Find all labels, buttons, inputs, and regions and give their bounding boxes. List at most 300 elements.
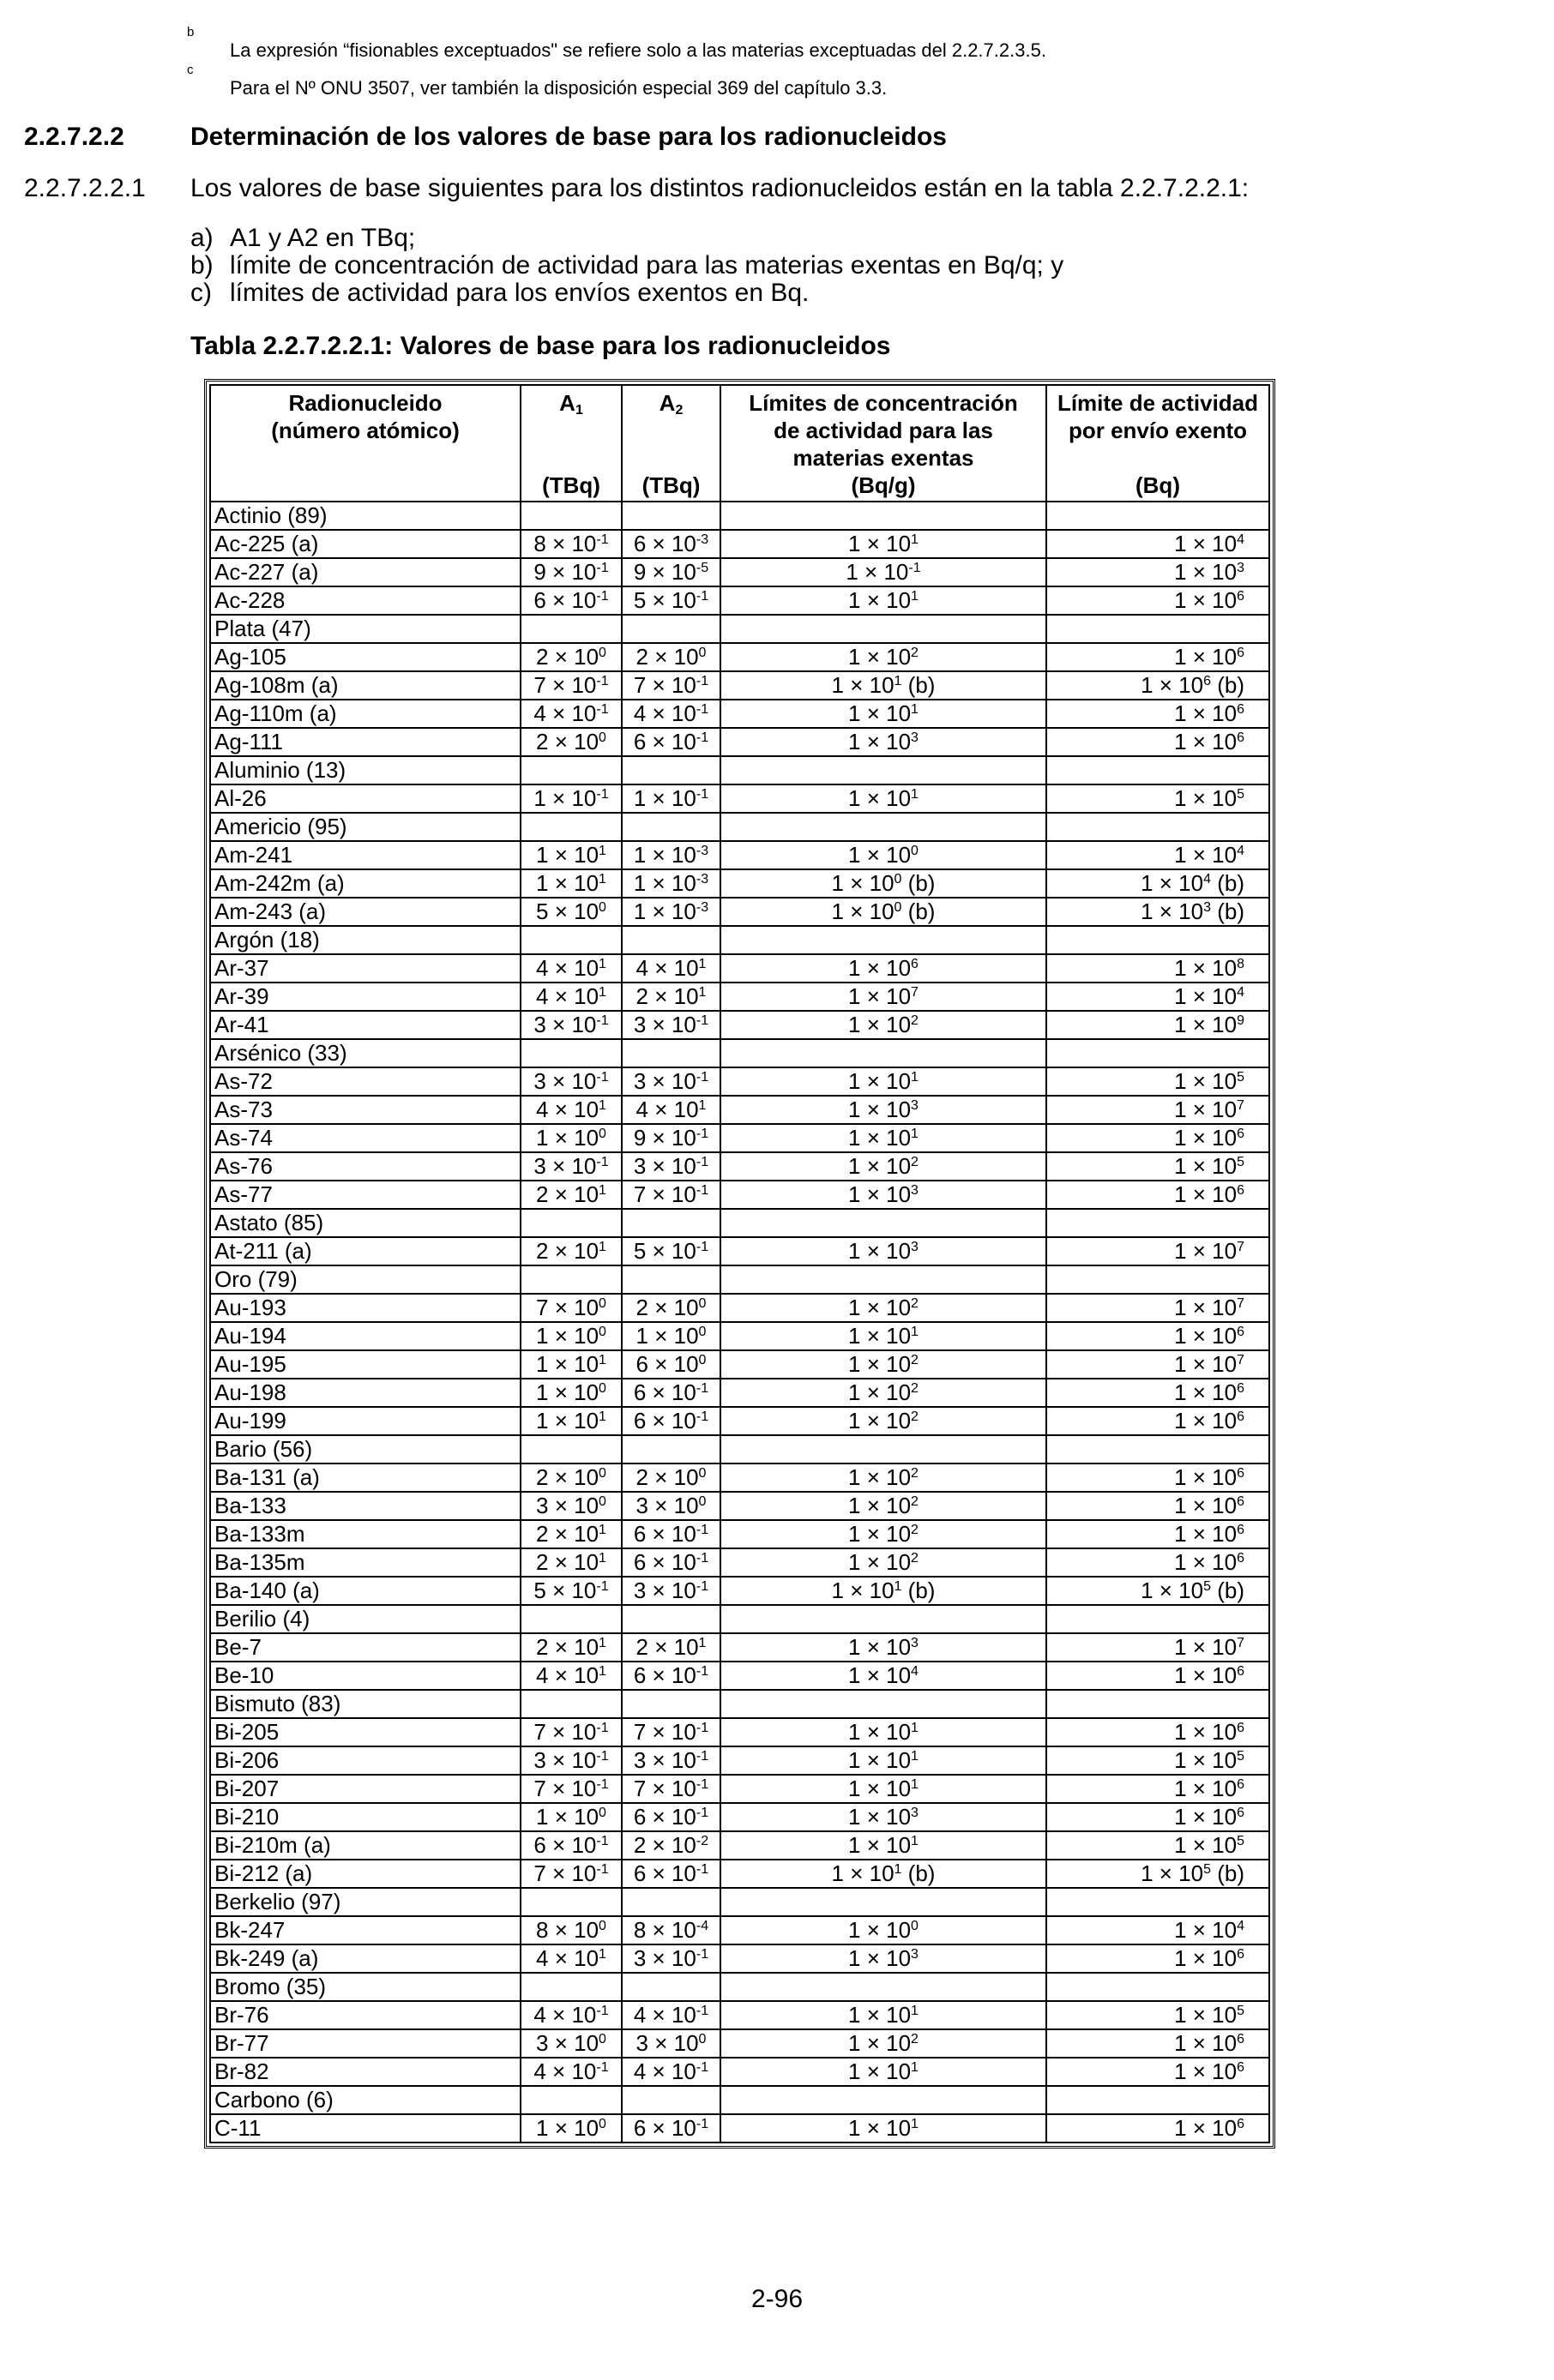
table-row (210, 1944, 1269, 1973)
value-base: 2 × 10 (536, 1634, 599, 1660)
value-exponent: 6 (1237, 1494, 1244, 1509)
a1-cell (521, 1152, 622, 1181)
value-base: 1 × 10 (1174, 1776, 1238, 1801)
a1-cell (521, 1605, 622, 1633)
a1-cell (521, 898, 622, 926)
value-exponent: 6 (1237, 1551, 1244, 1566)
activity-limit-cell (1046, 1690, 1269, 1718)
a2-cell (622, 841, 720, 869)
value-base: 9 × 10 (533, 559, 597, 585)
nuclide-cell: As-72 (210, 1067, 521, 1096)
value-exponent: 0 (599, 1127, 606, 1141)
value-exponent: -1 (696, 1579, 709, 1594)
value-base: 1 × 10 (848, 983, 912, 1009)
a2-cell (622, 1718, 720, 1746)
a1-cell (521, 1011, 622, 1039)
value-base: 1 × 10 (848, 2030, 912, 2056)
activity-limit-cell (1046, 1435, 1269, 1463)
value-base: 1 × 10 (848, 1351, 912, 1377)
value-exponent: 6 (1237, 1381, 1244, 1396)
concentration-limit-cell (720, 841, 1046, 869)
a1-cell (521, 1831, 622, 1860)
value-base: 3 × 10 (633, 1068, 696, 1094)
a2-cell (622, 1775, 720, 1803)
value-base: 1 × 10 (846, 559, 909, 585)
table-row (210, 1181, 1269, 1209)
value-exponent: 2 (911, 1381, 919, 1396)
a1-cell (521, 1746, 622, 1775)
nuclide-cell: Ag-108m (a) (210, 671, 521, 700)
table-row (210, 530, 1269, 558)
value-exponent: 1 (599, 1240, 606, 1254)
value-exponent: 1 (599, 844, 606, 858)
activity-limit-cell (1046, 615, 1269, 643)
value-note: (b) (1211, 1860, 1244, 1886)
value-base: 1 × 10 (1174, 1295, 1238, 1320)
concentration-limit-cell (720, 1803, 1046, 1831)
activity-limit-cell (1046, 1775, 1269, 1803)
nuclide-cell: Au-193 (210, 1294, 521, 1322)
activity-limit-cell (1046, 1803, 1269, 1831)
a1-cell (521, 756, 622, 784)
activity-limit-cell (1046, 1860, 1269, 1888)
nuclide-cell: Bi-212 (a) (210, 1860, 521, 1888)
table-row (210, 1322, 1269, 1350)
nuclide-cell: Ba-131 (a) (210, 1463, 521, 1492)
value-exponent: -1 (696, 787, 709, 802)
concentration-limit-cell (720, 1096, 1046, 1124)
value-base: 7 × 10 (536, 1295, 599, 1320)
value-base: 4 × 10 (536, 1662, 599, 1688)
a2-cell (622, 1011, 720, 1039)
value-base: 1 × 10 (1174, 785, 1238, 811)
value-base: 1 × 10 (848, 1012, 912, 1037)
value-exponent: 2 (911, 1353, 919, 1367)
activity-limit-cell (1046, 2001, 1269, 2029)
nuclide-cell: Au-195 (210, 1350, 521, 1379)
table-row (210, 1520, 1269, 1548)
nuclide-cell: Br-76 (210, 2001, 521, 2029)
value-base: 1 × 10 (633, 899, 696, 924)
value-exponent: 6 (1237, 589, 1244, 604)
concentration-limit-cell (720, 700, 1046, 728)
a1-cell (521, 1096, 622, 1124)
concentration-limit-cell (720, 1152, 1046, 1181)
value-base: 1 × 10 (848, 2115, 912, 2141)
nuclide-cell: At-211 (a) (210, 1237, 521, 1265)
value-exponent: 9 (1237, 1013, 1244, 1028)
page-number: 2-96 (750, 2285, 804, 2313)
value-note: (b) (1211, 899, 1244, 924)
value-exponent: 6 (1237, 1664, 1244, 1679)
value-base: 4 × 10 (536, 1945, 599, 1971)
concentration-limit-cell (720, 1463, 1046, 1492)
value-exponent: 6 (911, 957, 919, 971)
a2-cell (622, 1407, 720, 1435)
activity-limit-cell (1046, 1746, 1269, 1775)
value-base: 1 × 10 (1174, 1012, 1238, 1037)
value-base: 1 × 10 (848, 1238, 912, 1264)
value-base: 1 × 10 (848, 2002, 912, 2028)
value-base: 1 × 10 (1174, 1521, 1238, 1547)
a2-cell (622, 983, 720, 1011)
value-exponent: 2 (911, 1494, 919, 1509)
value-base: 5 × 10 (533, 1578, 597, 1603)
activity-limit-cell (1046, 1944, 1269, 1973)
value-base: 1 × 10 (848, 1323, 912, 1349)
a1-cell (521, 1294, 622, 1322)
value-exponent: 5 (1237, 1155, 1244, 1169)
concentration-limit-cell (720, 1209, 1046, 1237)
value-exponent: 2 (911, 1155, 919, 1169)
value-exponent: -1 (596, 1579, 609, 1594)
activity-limit-cell (1046, 1039, 1269, 1067)
a1-cell (521, 1548, 622, 1577)
value-base: 8 × 10 (633, 1917, 696, 1943)
activity-limit-cell (1046, 700, 1269, 728)
value-exponent: -1 (696, 1155, 709, 1169)
value-exponent: -3 (696, 872, 709, 886)
value-exponent: -1 (696, 1806, 709, 1820)
value-base: 1 × 10 (848, 1747, 912, 1773)
value-base: 6 × 10 (533, 587, 597, 613)
value-exponent: 4 (1203, 872, 1211, 886)
value-exponent: 1 (911, 1721, 919, 1735)
value-base: 1 × 10 (536, 1804, 599, 1830)
element-group-cell: Oro (79) (210, 1265, 521, 1294)
table-group-row (210, 1435, 1269, 1463)
table-group-row (210, 1888, 1269, 1916)
concentration-limit-cell (720, 1265, 1046, 1294)
value-note: (b) (901, 1578, 936, 1603)
activity-limit-cell (1046, 1124, 1269, 1152)
a2-cell (622, 1237, 720, 1265)
concentration-limit-cell (720, 1718, 1046, 1746)
activity-limit-cell (1046, 530, 1269, 558)
value-note: (b) (901, 1860, 936, 1886)
activity-limit-cell (1046, 869, 1269, 898)
concentration-limit-cell (720, 1435, 1046, 1463)
value-base: 2 × 10 (536, 644, 599, 670)
activity-limit-cell (1046, 1294, 1269, 1322)
list-item-text: A1 y A2 en TBq; (230, 224, 416, 252)
element-group-cell: Berkelio (97) (210, 1888, 521, 1916)
value-exponent: 2 (911, 1296, 919, 1311)
a1-cell (521, 1067, 622, 1096)
element-group-cell: Americio (95) (210, 813, 521, 841)
nuclide-cell: Ac-225 (a) (210, 530, 521, 558)
value-exponent: -1 (696, 1409, 709, 1424)
value-base: 1 × 10 (848, 2058, 912, 2084)
value-base: 4 × 10 (533, 2058, 597, 2084)
value-exponent: 1 (911, 532, 919, 547)
a1-cell (521, 1633, 622, 1662)
value-base: 7 × 10 (633, 1719, 696, 1745)
value-base: 4 × 10 (533, 700, 597, 726)
value-exponent: 4 (1237, 532, 1244, 547)
activity-limit-cell (1046, 558, 1269, 586)
a2-cell (622, 1322, 720, 1350)
value-note: (b) (1211, 672, 1244, 698)
header-line: materias exentas (792, 445, 974, 471)
a2-cell (622, 1605, 720, 1633)
value-base: 1 × 10 (848, 1832, 912, 1858)
header-activity-limit (1046, 385, 1269, 502)
value-base: 1 × 10 (536, 1125, 599, 1151)
value-exponent: -1 (696, 1862, 709, 1877)
concentration-limit-cell (720, 983, 1046, 1011)
value-exponent: 0 (698, 1466, 707, 1481)
value-exponent: 5 (1237, 1834, 1244, 1848)
table-row (210, 1124, 1269, 1152)
value-exponent: 4 (1237, 985, 1244, 1000)
nuclide-cell: Bk-249 (a) (210, 1944, 521, 1973)
value-exponent: 1 (911, 787, 919, 802)
concentration-limit-cell (720, 813, 1046, 841)
value-exponent: -1 (696, 1664, 709, 1679)
value-exponent: -1 (696, 1183, 709, 1198)
header-line: Radionucleido (288, 390, 443, 416)
table-row (210, 1718, 1269, 1746)
table-row (210, 2114, 1269, 2143)
value-exponent: 1 (599, 1523, 606, 1537)
concentration-limit-cell (720, 1775, 1046, 1803)
value-exponent: 6 (1237, 2032, 1244, 2046)
value-base: 2 × 10 (536, 1238, 599, 1264)
a2-cell (622, 1124, 720, 1152)
concentration-limit-cell (720, 1577, 1046, 1605)
value-exponent: -1 (696, 1551, 709, 1566)
table-row (210, 898, 1269, 926)
value-note: (b) (901, 870, 936, 896)
concentration-limit-cell (720, 1039, 1046, 1067)
value-exponent: 6 (1237, 1947, 1244, 1962)
a1-cell (521, 671, 622, 700)
header-line (525, 389, 617, 417)
value-exponent: 1 (698, 957, 707, 971)
concentration-limit-cell (720, 2001, 1046, 2029)
value-base: 1 × 10 (633, 842, 696, 868)
value-base: 1 × 10 (848, 1945, 912, 1971)
a1-cell (521, 643, 622, 671)
a2-cell (622, 1860, 720, 1888)
a2-cell (622, 1888, 720, 1916)
value-exponent: 8 (1237, 957, 1244, 971)
a1-cell (521, 558, 622, 586)
a1-cell (521, 615, 622, 643)
concentration-limit-cell (720, 2058, 1046, 2086)
a1-cell (521, 2001, 622, 2029)
a2-cell (622, 756, 720, 784)
value-note: (b) (901, 672, 936, 698)
table-row (210, 784, 1269, 813)
activity-limit-cell (1046, 1011, 1269, 1039)
value-exponent: 2 (911, 1551, 919, 1566)
value-exponent: 7 (1237, 1353, 1244, 1367)
table-header-row (210, 385, 1269, 502)
value-base: 1 × 10 (848, 842, 912, 868)
value-exponent: 1 (911, 2117, 919, 2131)
concentration-limit-cell (720, 1916, 1046, 1944)
a2-cell (622, 1916, 720, 1944)
a2-cell (622, 954, 720, 983)
header-line (626, 389, 716, 417)
value-exponent: 6 (1237, 1409, 1244, 1424)
value-base: 1 × 10 (536, 1323, 599, 1349)
a2-cell (622, 1662, 720, 1690)
value-exponent: 2 (911, 1013, 919, 1028)
a2-cell (622, 898, 720, 926)
value-exponent: -1 (596, 1070, 609, 1085)
value-exponent: -1 (596, 1862, 609, 1877)
value-base: 2 × 10 (633, 1832, 696, 1858)
value-base: 3 × 10 (536, 2030, 599, 2056)
value-base: 1 × 10 (1174, 1351, 1238, 1377)
nuclide-cell: Be-10 (210, 1662, 521, 1690)
nuclide-cell: Ba-140 (a) (210, 1577, 521, 1605)
value-base: 1 × 10 (1174, 587, 1238, 613)
value-base: 1 × 10 (848, 1634, 912, 1660)
value-exponent: 4 (911, 1664, 919, 1679)
a1-cell (521, 1973, 622, 2001)
value-exponent: -1 (696, 674, 709, 688)
nuclide-cell: Ba-135m (210, 1548, 521, 1577)
table-row (210, 1011, 1269, 1039)
radionuclide-table-frame (204, 379, 1275, 2149)
value-exponent: 6 (1237, 1523, 1244, 1537)
value-exponent: 1 (911, 1777, 919, 1792)
nuclide-cell: Al-26 (210, 784, 521, 813)
value-base: 1 × 10 (1174, 531, 1238, 556)
table-row (210, 1577, 1269, 1605)
nuclide-cell: Br-77 (210, 2029, 521, 2058)
a2-cell (622, 643, 720, 671)
header-sub: 1 (575, 403, 583, 418)
value-exponent: 6 (1237, 1183, 1244, 1198)
table-row (210, 1492, 1269, 1520)
value-exponent: 1 (894, 674, 902, 688)
header-line: de actividad para las (774, 418, 993, 443)
table-row (210, 1548, 1269, 1577)
value-exponent: 4 (1237, 844, 1244, 858)
value-exponent: -3 (696, 844, 709, 858)
value-exponent: 2 (911, 1523, 919, 1537)
a2-cell (622, 1633, 720, 1662)
a2-cell (622, 502, 720, 530)
value-exponent: -1 (696, 1381, 709, 1396)
nuclide-cell: Ba-133 (210, 1492, 521, 1520)
value-exponent: 5 (1237, 1070, 1244, 1085)
table-row (210, 1803, 1269, 1831)
value-exponent: 6 (1237, 2060, 1244, 2075)
value-base: 3 × 10 (633, 1153, 696, 1179)
a1-cell (521, 1888, 622, 1916)
value-exponent: -1 (696, 1721, 709, 1735)
a1-cell (521, 728, 622, 756)
value-base: 1 × 10 (536, 2115, 599, 2141)
a1-cell (521, 1492, 622, 1520)
value-base: 9 × 10 (633, 559, 696, 585)
table-row (210, 1916, 1269, 1944)
value-base: 1 × 10 (848, 1068, 912, 1094)
value-exponent: -1 (596, 1777, 609, 1792)
value-exponent: 3 (911, 1947, 919, 1962)
a2-cell (622, 1973, 720, 2001)
value-base: 8 × 10 (533, 531, 597, 556)
table-row (210, 1237, 1269, 1265)
concentration-limit-cell (720, 1633, 1046, 1662)
header-concentration-limit (720, 385, 1046, 502)
value-base: 2 × 10 (536, 1181, 599, 1207)
table-group-row (210, 1209, 1269, 1237)
value-base: 1 × 10 (1174, 2115, 1238, 2141)
value-base: 9 × 10 (633, 1125, 696, 1151)
value-base: 1 × 10 (635, 1323, 699, 1349)
value-base: 5 × 10 (536, 899, 599, 924)
value-exponent: 0 (698, 1296, 707, 1311)
value-base: 7 × 10 (533, 1719, 597, 1745)
value-exponent: 1 (698, 985, 707, 1000)
value-base: 1 × 10 (848, 644, 912, 670)
nuclide-cell: Ar-39 (210, 983, 521, 1011)
footnote-text: La expresión “fisionables exceptuados" se refiere solo a las materias exceptuadas del 2.2.7.2.3.5. (230, 39, 1046, 61)
value-exponent: 0 (911, 1919, 919, 1933)
value-base: 1 × 10 (848, 531, 912, 556)
a1-cell (521, 954, 622, 983)
value-exponent: 5 (1237, 787, 1244, 802)
value-exponent: -1 (696, 1013, 709, 1028)
a2-cell (622, 1463, 720, 1492)
table-row (210, 1775, 1269, 1803)
activity-limit-cell (1046, 1718, 1269, 1746)
a2-cell (622, 1067, 720, 1096)
value-exponent: -1 (596, 2004, 609, 2018)
value-exponent: 1 (599, 1664, 606, 1679)
value-exponent: 2 (911, 2032, 919, 2046)
nuclide-cell: Ac-227 (a) (210, 558, 521, 586)
section-title: Determinación de los valores de base para los radionucleidos (190, 123, 947, 151)
a1-cell (521, 926, 622, 954)
element-group-cell: Argón (18) (210, 926, 521, 954)
value-exponent: 0 (599, 1325, 606, 1339)
value-base: 4 × 10 (536, 955, 599, 981)
value-base: 6 × 10 (633, 1662, 696, 1688)
value-exponent: -1 (696, 1127, 709, 1141)
value-exponent: 2 (911, 1409, 919, 1424)
header-line: (número atómico) (271, 418, 460, 443)
value-base: 7 × 10 (633, 1181, 696, 1207)
value-base: 1 × 10 (1174, 1097, 1238, 1122)
concentration-limit-cell (720, 671, 1046, 700)
value-exponent: 1 (698, 1636, 707, 1650)
a2-cell (622, 586, 720, 615)
value-base: 1 × 10 (1174, 2058, 1238, 2084)
value-exponent: 1 (698, 1098, 707, 1113)
value-base: 1 × 10 (831, 1860, 894, 1886)
nuclide-cell: Ac-228 (210, 586, 521, 615)
list-item-text: límites de actividad para los envíos exentos en Bq. (230, 279, 810, 307)
value-base: 3 × 10 (533, 1747, 597, 1773)
value-base: 6 × 10 (633, 2115, 696, 2141)
a1-cell (521, 1407, 622, 1435)
value-base: 1 × 10 (1174, 1493, 1238, 1518)
value-exponent: -1 (596, 787, 609, 802)
value-base: 6 × 10 (633, 1379, 696, 1405)
value-base: 1 × 10 (831, 672, 894, 698)
value-exponent: 1 (894, 1862, 902, 1877)
table-row (210, 728, 1269, 756)
value-base: 6 × 10 (633, 1804, 696, 1830)
